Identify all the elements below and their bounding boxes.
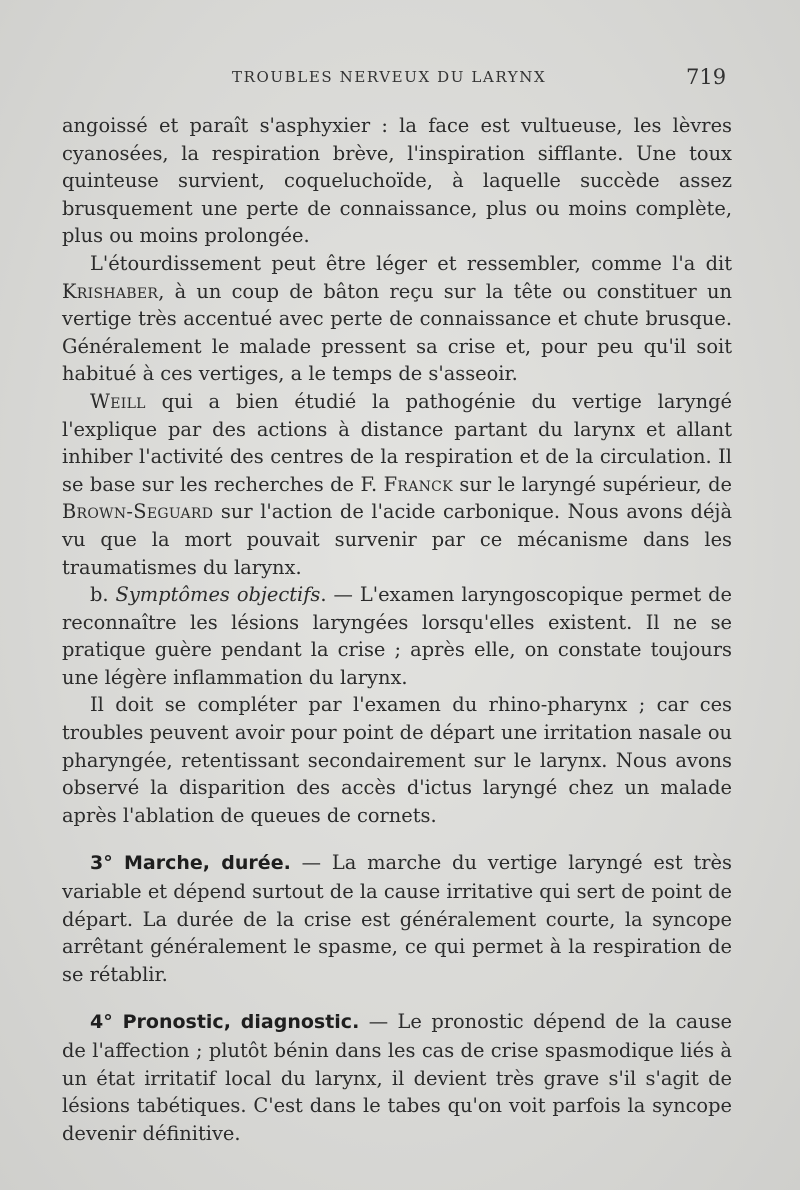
- author-name: Brown-Seguard: [62, 500, 214, 524]
- paragraph-1: angoissé et paraît s'asphyxier : la face est vultueuse, les lèvres cyanosées, la respiration brève, l'inspiration sifflante. Une toux quinteuse survient, coqueluchoïde, à laquelle succède assez brusquement une perte de connaissance, plus ou moins complète, plus ou moins prolongée.: [62, 114, 732, 248]
- page-number: 719: [686, 65, 727, 89]
- running-title: TROUBLES NERVEUX DU LARYNX: [232, 68, 547, 86]
- author-name: Franck: [383, 472, 453, 496]
- subsection-title: Symptômes objectifs: [115, 583, 321, 607]
- paragraph-4: b. Symptômes objectifs. — L'examen laryngoscopique permet de reconnaître les lésions laryngées lorsqu'elles existent. Il ne se pratique guère pendant la crise ; après elle, on constate toujours une légère inflammation du larynx.: [62, 583, 733, 689]
- body-text: [62, 112, 732, 1147]
- section-4: 4° Pronostic, diagnostic. — Le pronostic dépend de la cause de l'affection ; plutôt bénin dans les cas de crise spasmodique liés à un état irritatif local du larynx, il devient très grave s'il s'agit de lésions tabétiques. C'est dans le tabes qu'on voit parfois la syncope devenir définitive.: [62, 1010, 733, 1145]
- section-heading: 4° Pronostic, diagnostic.: [90, 1011, 360, 1034]
- page-header: [0, 65, 800, 98]
- section-3: 3° Marche, durée. — La marche du vertige laryngé est très variable et dépend surtout de la cause irritative qui sert de point de départ. La durée de la crise est généralement courte, la syncope arrêtant généralement le spasme, ce qui permet à la respiration de se rétablir.: [62, 851, 732, 986]
- paragraph-5: Il doit se compléter par l'examen du rhino-pharynx ; car ces troubles peuvent avoir pour point de départ une irritation nasale ou pharyngée, retentissant secondairement sur le larynx. Nous avons observé la disparition des accès d'ictus laryngé chez un malade après l'ablation de queues de cornets.: [62, 693, 732, 827]
- author-name: Weill: [90, 389, 146, 413]
- section-heading: 3° Marche, durée.: [90, 852, 291, 875]
- paragraph-3: Weill qui a bien étudié la pathogénie du vertige laryngé l'explique par des actions à distance partant du larynx et allant inhiber l'activité des centres de la respiration et de la circulation. Il se base sur les recherches de F. Franck sur le laryngé supérieur, de Brown-Seguard sur l'action de l'acide carbonique. Nous avons déjà vu que la mort pouvait survenir par ce mécanisme dans les traumatismes du larynx.: [62, 389, 732, 579]
- author-name: Krishaber: [62, 279, 159, 303]
- paragraph-2: L'étourdissement peut être léger et ressembler, comme l'a dit Krishaber, à un coup de bâton reçu sur la tête ou constituer un vertige très accentué avec perte de connaissance et chute brusque. Généralement le malade pressent sa crise et, pour peu qu'il soit habitué à ces vertiges, a le temps de s'asseoir.: [62, 251, 732, 386]
